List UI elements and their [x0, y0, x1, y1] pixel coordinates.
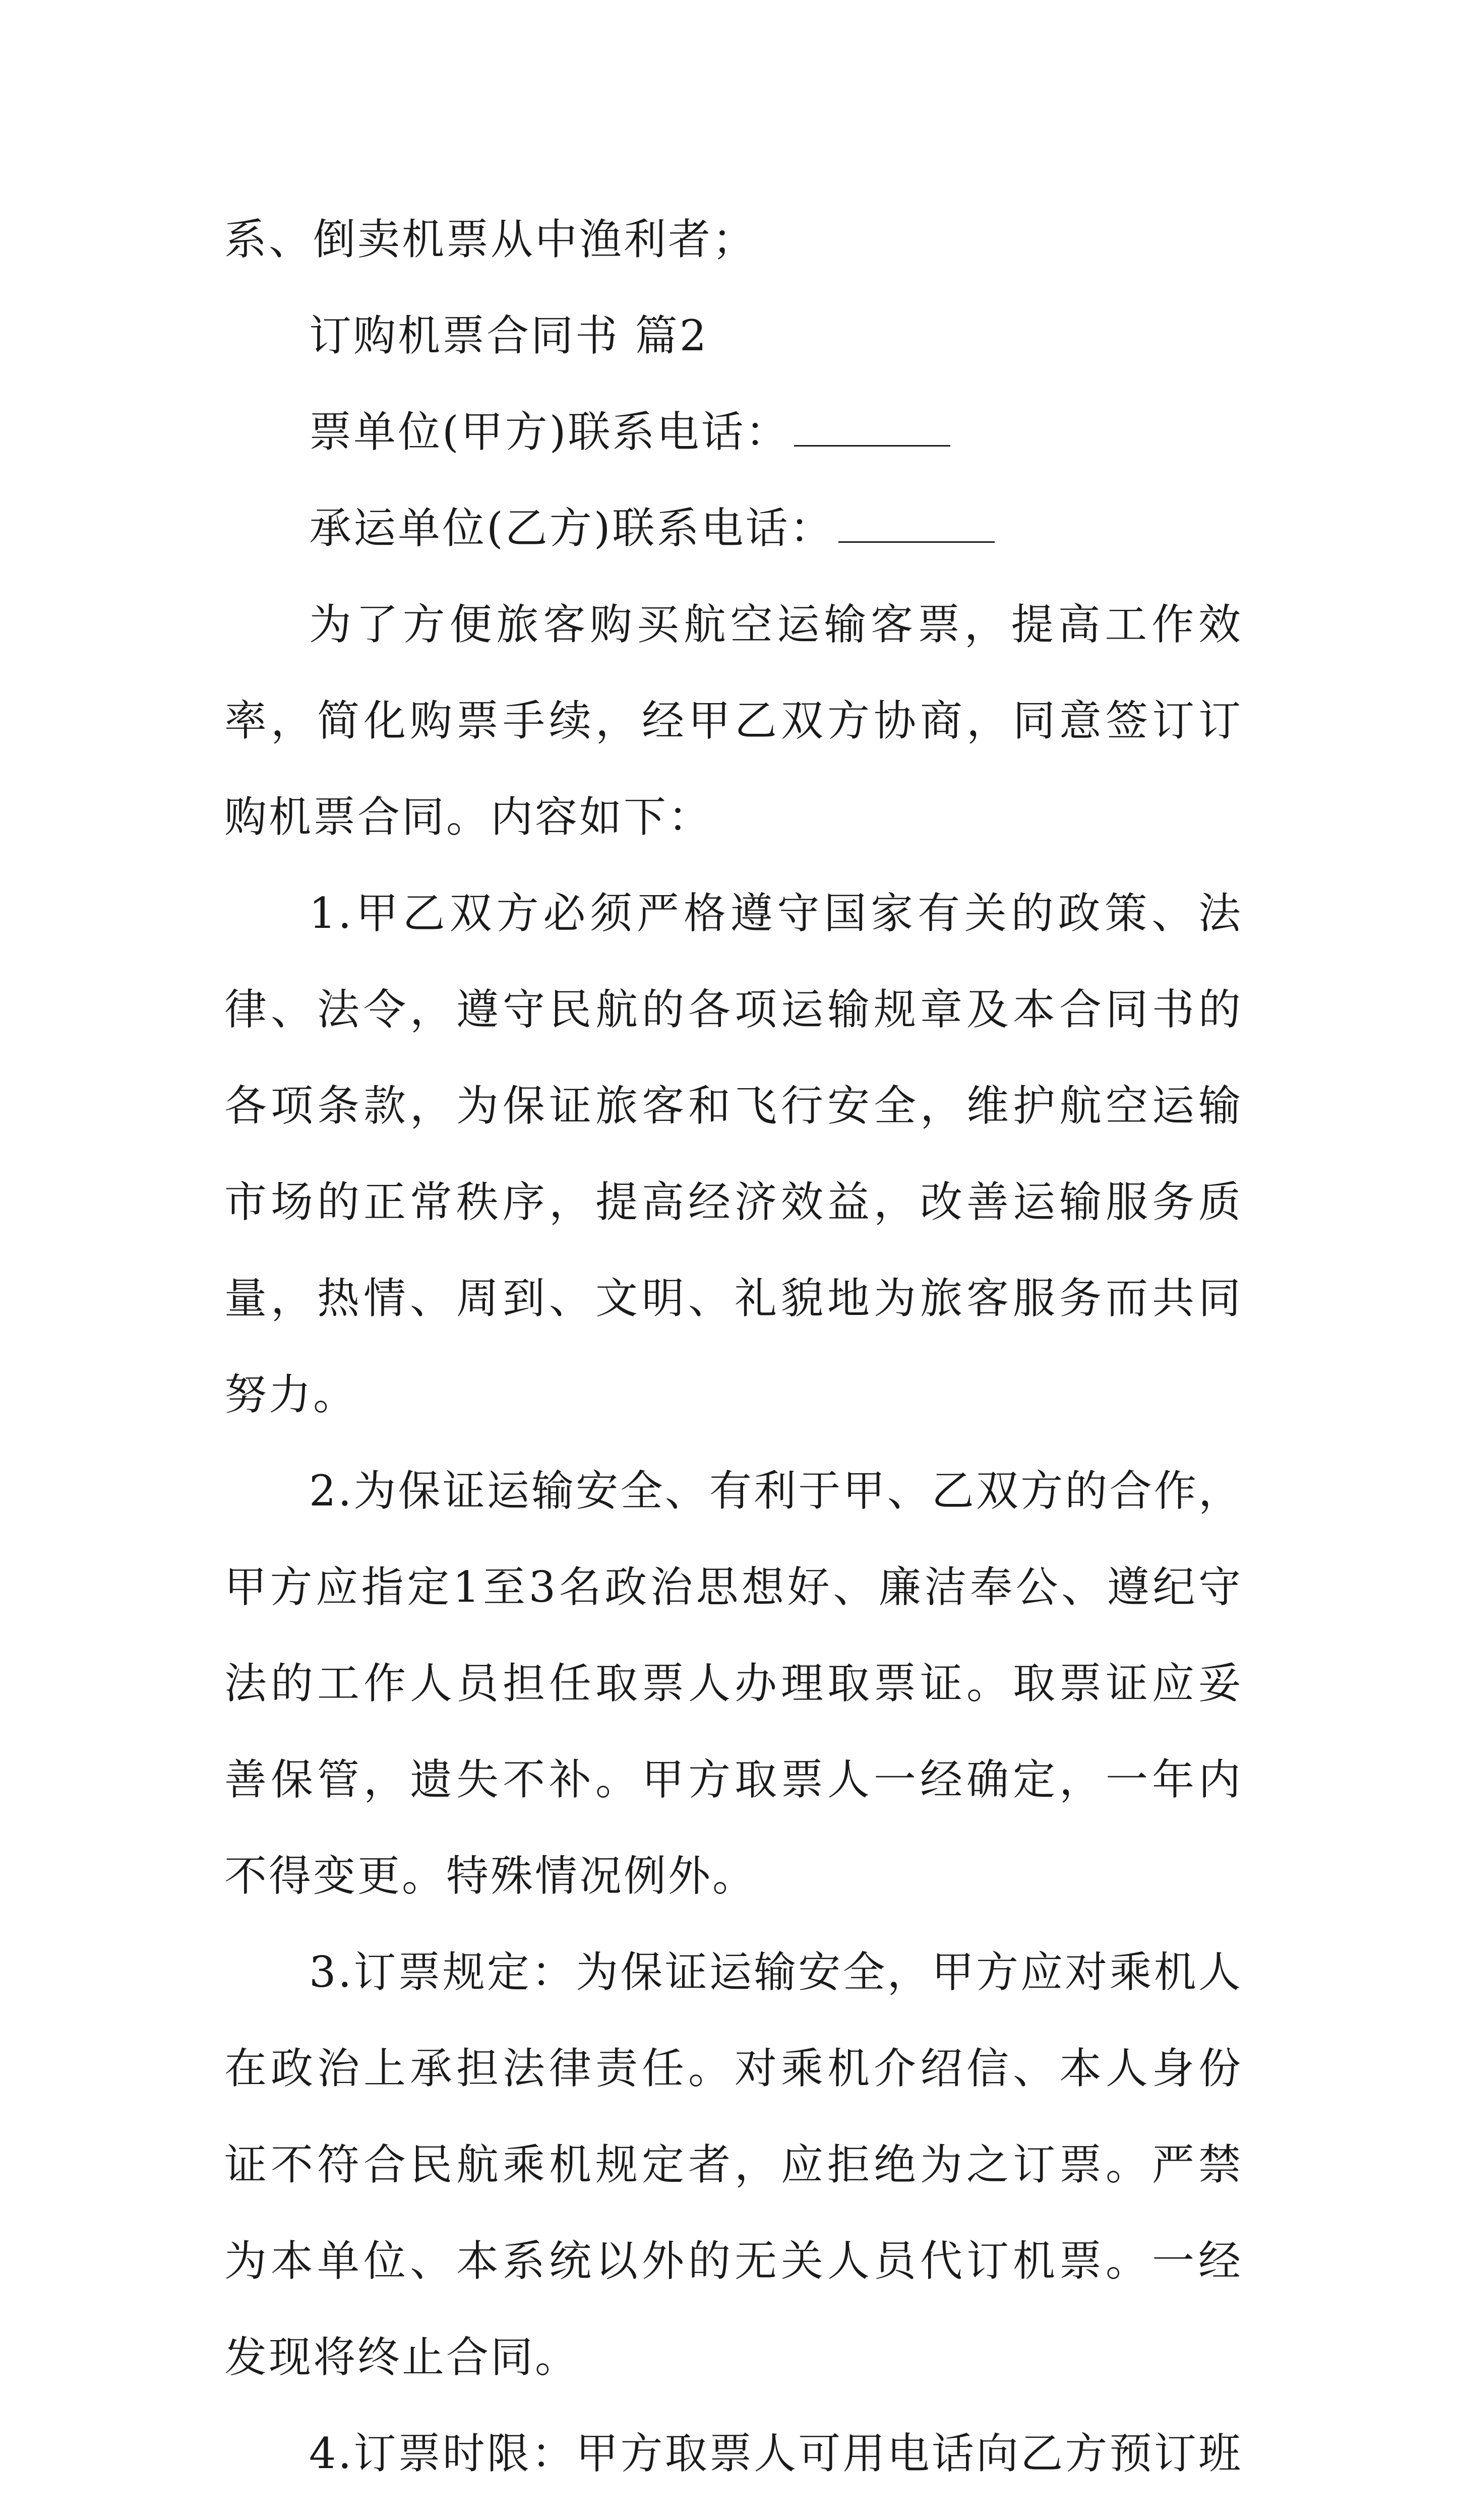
- party-a-phone-label: 票单位(甲方)联系电话：: [309, 407, 790, 457]
- document-body: [224, 192, 1243, 2520]
- party-a-phone-blank: [794, 445, 950, 447]
- party-b-phone-line: [224, 480, 1243, 577]
- clause-1: 1.甲乙双方必须严格遵守国家有关的政策、法律、法令，遵守民航的各项运输规章及本合同书的各项条款，为保证旅客和飞行安全，维护航空运输市场的正常秩序，提高经济效益，改善运输服务质量，热情、周到、文明、礼貌地为旅客服务而共同努力。: [224, 889, 1243, 1419]
- paragraph-intro: 为了方便旅客购买航空运输客票，提高工作效率，简化购票手续，经甲乙双方协商，同意签订订购机票合同。内容如下：: [224, 600, 1243, 842]
- party-a-phone-line: [224, 384, 1243, 480]
- clause-2: 2.为保证运输安全、有利于甲、乙双方的合作，甲方应指定1至3名政治思想好、廉洁奉公、遵纪守法的工作人员担任取票人办理取票证。取票证应妥善保管，遗失不补。甲方取票人一经确定，一年内不得变更。特殊情况例外。: [224, 1466, 1243, 1901]
- party-b-phone-blank: [838, 541, 995, 543]
- clause-4: 4.订票时限：甲方取票人可用电话向乙方预订班: [309, 2429, 1243, 2478]
- clause-3: 3.订票规定：为保证运输安全，甲方应对乘机人在政治上承担法律责任。对乘机介绍信、本人身份证不符合民航乘机规定者，应拒绝为之订票。严禁为本单位、本系统以外的无关人员代订机票。一经发现将终止合同。: [224, 1947, 1243, 2382]
- paragraph-continuation: 系、倒卖机票从中渔利者；: [224, 215, 757, 264]
- section-heading: 订购机票合同书 篇2: [309, 311, 709, 360]
- party-b-phone-label: 承运单位(乙方)联系电话：: [309, 503, 834, 553]
